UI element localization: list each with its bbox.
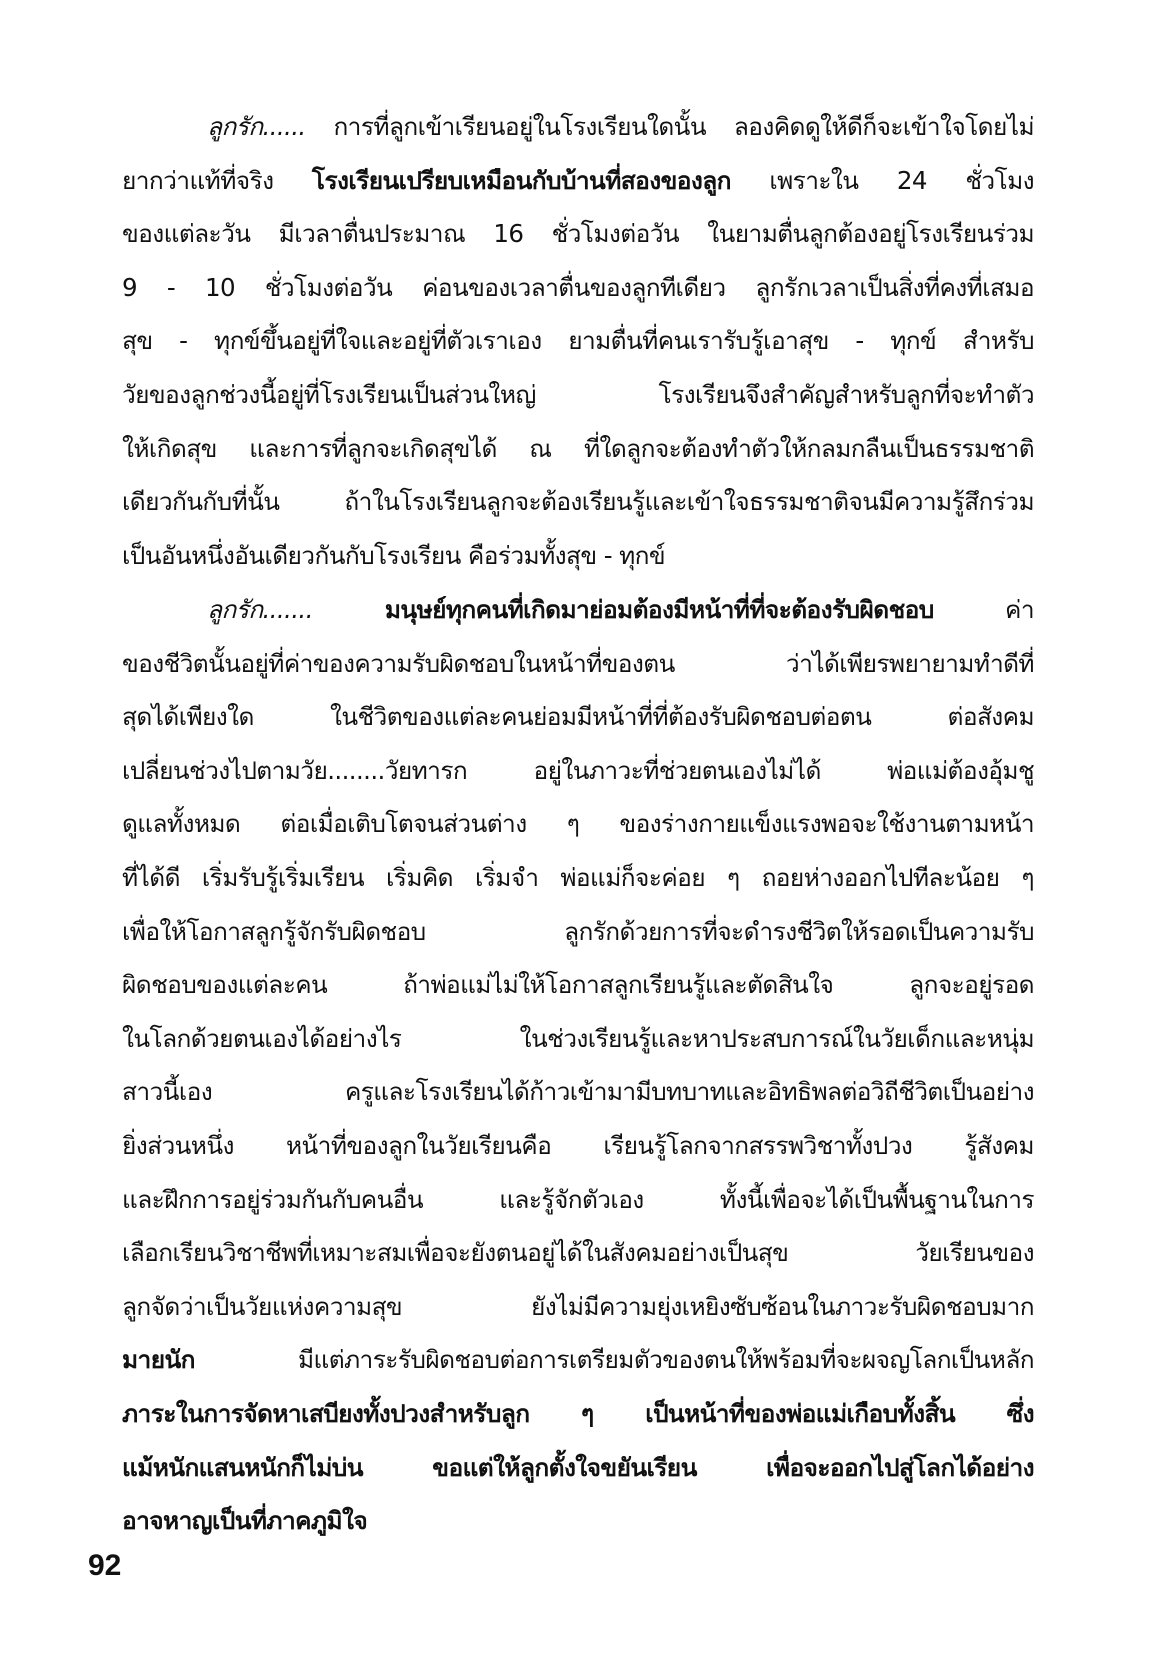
text-line: และฝึกการอยู่ร่วมกันกับคนอื่น และรู้จักตัวเอง ทั้งนี้เพื่อจะได้เป็นพื้นฐานในการ <box>122 1184 1034 1214</box>
text-line: สุข - ทุกข์ขึ้นอยู่ที่ใจและอยู่ที่ตัวเราเอง ยามตื่นที่คนเรารับรู้เอาสุข - ทุกข์ สำหรับ <box>122 326 1034 356</box>
text-line: ในโลกด้วยตนเองได้อย่างไร ในช่วงเรียนรู้และหาประสบการณ์ในวัยเด็กและหนุ่ม <box>122 1023 1034 1053</box>
text-line: ดูแลทั้งหมด ต่อเมื่อเติบโตจนส่วนต่าง ๆ ของร่างกายแข็งแรงพอจะใช้งานตามหน้า <box>122 809 1034 839</box>
text-line <box>122 1494 1034 1548</box>
text-line <box>122 1387 1034 1441</box>
text-line: ลูกจัดว่าเป็นวัยแห่งความสุข ยังไม่มีความยุ่งเหยิงซับซ้อนในภาวะรับผิดชอบมาก <box>122 1291 1034 1321</box>
emphasized-phrase: อาจหาญเป็นที่ภาคภูมิใจ <box>122 1506 368 1536</box>
line-text: เพราะใน 24 ชั่วโมง <box>730 165 1034 195</box>
paragraph-responsibility <box>122 583 1034 1548</box>
line-text: การที่ลูกเข้าเรียนอยู่ในโรงเรียนใดนั้น ลองคิดดูให้ดีก็จะเข้าใจโดยไม่ <box>305 112 1034 141</box>
text-line: เป็นอันหนึ่งอันเดียวกันกับโรงเรียน คือร่วมทั้งสุข - ทุกข์ <box>122 540 666 570</box>
line-text: ยากว่าแท้ที่จริง <box>122 165 312 195</box>
text-line: เปลี่ยนช่วงไปตามวัย........วัยทารก อยู่ในภาวะที่ช่วยตนเองไม่ได้ พ่อแม่ต้องอุ้มชู <box>122 755 1034 785</box>
text-line <box>122 1441 1034 1495</box>
text-line: ให้เกิดสุข และการที่ลูกจะเกิดสุขได้ ณ ที่ใดลูกจะต้องทำตัวให้กลมกลืนเป็นธรรมชาติ <box>122 433 1034 463</box>
paragraph-school-second-home <box>122 100 1034 582</box>
text-line: ผิดชอบของแต่ละคน ถ้าพ่อแม่ไม่ให้โอกาสลูกเรียนรู้และตัดสินใจ ลูกจะอยู่รอด <box>122 970 1034 1000</box>
text-line: ของชีวิตนั้นอยู่ที่ค่าของความรับผิดชอบในหน้าที่ของตน ว่าได้เพียรพยายามทำดีที่ <box>122 648 1034 678</box>
text-line: สาวนี้เอง ครูและโรงเรียนได้ก้าวเข้ามามีบทบาทและอิทธิพลต่อวิถีชีวิตเป็นอย่าง <box>122 1077 1034 1107</box>
emphasized-phrase: ภาระในการจัดหาเสบียงทั้งปวงสำหรับลูก ๆ เป็นหน้าที่ของพ่อแม่เกือบทั้งสิ้น <box>122 1398 956 1428</box>
line-text: มีแต่ภาระรับผิดชอบต่อการเตรียมตัวของตนให้พร้อมที่จะผจญโลกเป็นหลัก <box>194 1345 1034 1375</box>
opening-phrase: ลูกรัก...... <box>207 112 306 141</box>
text-line: ของแต่ละวัน มีเวลาตื่นประมาณ 16 ชั่วโมงต่อวัน ในยามตื่นลูกต้องอยู่โรงเรียนร่วม <box>122 219 1034 249</box>
line-text: ค่า <box>933 595 1034 624</box>
emphasized-phrase: ซึ่ง <box>955 1398 1034 1428</box>
text-line <box>122 100 1034 154</box>
emphasized-phrase: มายนัก <box>122 1345 195 1375</box>
text-line: ยิ่งส่วนหนึ่ง หน้าที่ของลูกในวัยเรียนคือ เรียนรู้โลกจากสรรพวิชาทั้งปวง รู้สังคม <box>122 1130 1034 1160</box>
text-line <box>122 583 1034 637</box>
opening-phrase: ลูกรัก....... <box>207 595 313 624</box>
emphasized-phrase: มนุษย์ทุกคนที่เกิดมาย่อมต้องมีหน้าที่ที่จะต้องรับผิดชอบ <box>312 595 934 624</box>
text-line: เดียวกันกับที่นั้น ถ้าในโรงเรียนลูกจะต้องเรียนรู้และเข้าใจธรรมชาติจนมีความรู้สึกร่วม <box>122 487 1034 517</box>
page-number: 92 <box>88 1549 122 1582</box>
text-line <box>122 154 1034 208</box>
emphasized-phrase: โรงเรียนเปรียบเหมือนกับบ้านที่สองของลูก <box>311 165 731 195</box>
emphasized-phrase: แม้หนักแสนหนักก็ไม่บ่น ขอแต่ให้ลูกตั้งใจขยันเรียน เพื่อจะออกไปสู่โลกได้อย่าง <box>122 1452 1034 1482</box>
text-line: 9 - 10 ชั่วโมงต่อวัน ค่อนของเวลาตื่นของลูกทีเดียว ลูกรักเวลาเป็นสิ่งที่คงที่เสมอ <box>122 272 1034 302</box>
text-line: เพื่อให้โอกาสลูกรู้จักรับผิดชอบ ลูกรักด้วยการที่จะดำรงชีวิตให้รอดเป็นความรับ <box>122 916 1034 946</box>
text-line <box>122 1333 1034 1387</box>
text-line: วัยของลูกช่วงนี้อยู่ที่โรงเรียนเป็นส่วนใหญ่ โรงเรียนจึงสำคัญสำหรับลูกที่จะทำตัว <box>122 379 1034 409</box>
text-line: เลือกเรียนวิชาชีพที่เหมาะสมเพื่อจะยังตนอยู่ได้ในสังคมอย่างเป็นสุข วัยเรียนของ <box>122 1238 1034 1268</box>
text-line: ที่ได้ดี เริ่มรับรู้เริ่มเรียน เริ่มคิด เริ่มจำ พ่อแม่ก็จะค่อย ๆ ถอยห่างออกไปทีละน้อย ๆ <box>122 862 1034 892</box>
text-line: สุดได้เพียงใด ในชีวิตของแต่ละคนย่อมมีหน้าที่ที่ต้องรับผิดชอบต่อตน ต่อสังคม <box>122 702 1034 732</box>
